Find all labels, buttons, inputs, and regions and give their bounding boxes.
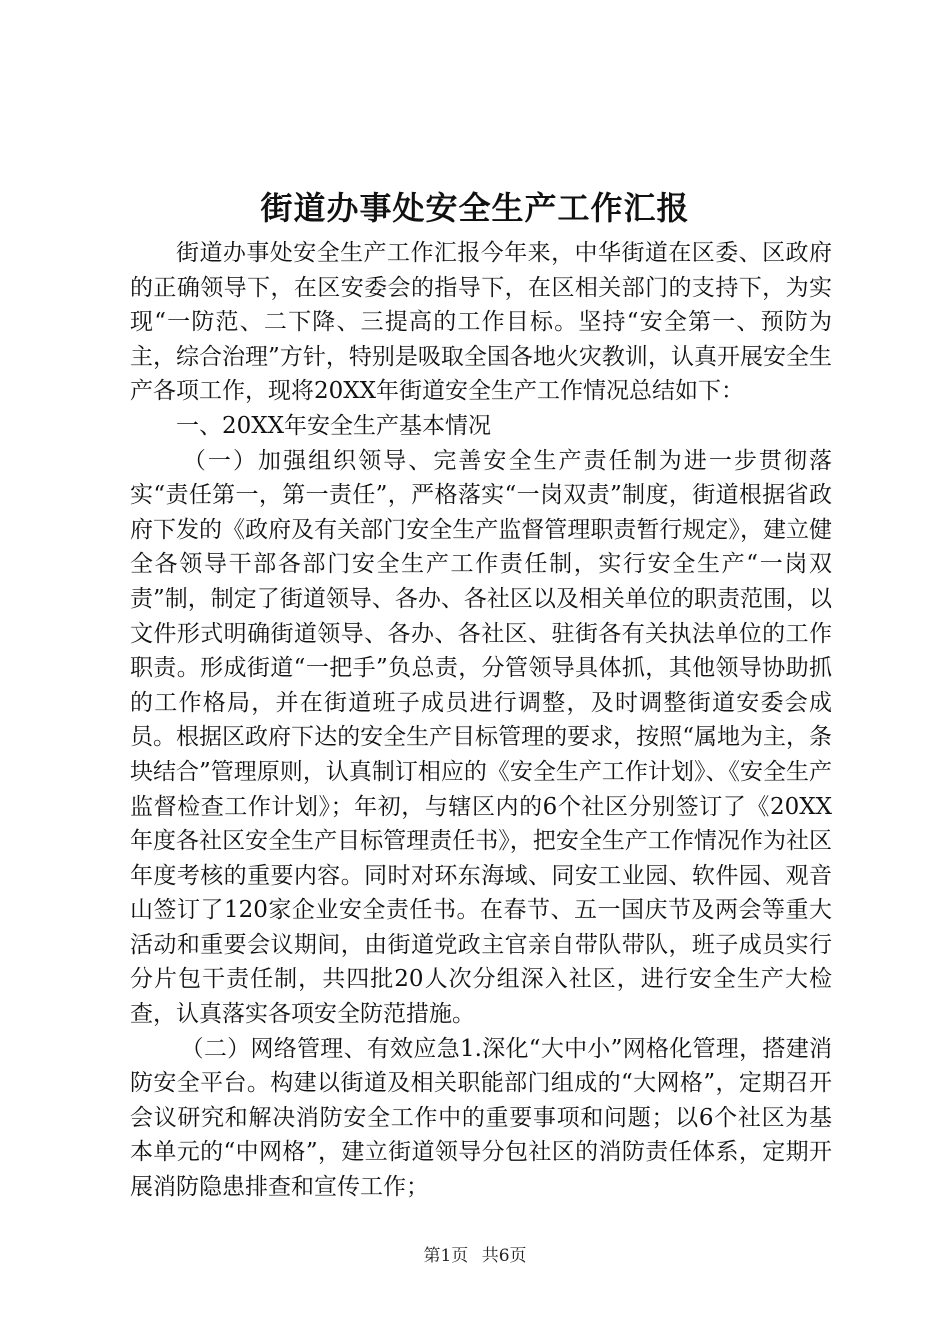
- paragraph-section-1: （一）加强组织领导、完善安全生产责任制为进一步贯彻落实“责任第一，第一责任”，严格落实“一岗双责”制度，街道根据省政府下发的《政府及有关部门安全生产监督管理职责暂行规定》，建立健全各领导干部各部门安全生产工作责任制，实行安全生产“一岗双责”制，制定了街道领导、各办、各社区以及相关单位的职责范围，以文件形式明确街道领导、各办、各社区、驻街各有关执法单位的工作职责。形成街道“一把手”负总责，分管领导具体抓，其他领导协助抓的工作格局，并在街道班子成员进行调整，及时调整街道安委会成员。根据区政府下达的安全生产目标管理的要求，按照“属地为主，条块结合”管理原则，认真制订相应的《安全生产工作计划》、《安全生产监督检查工作计划》；年初，与辖区内的6个社区分别签订了《20XX年度各社区安全生产目标管理责任书》，把安全生产工作情况作为社区年度考核的重要内容。同时对环东海域、同安工业园、软件园、观音山签订了120家企业安全责任书。在春节、五一国庆节及两会等重大活动和重要会议期间，由街道党政主官亲自带队带队，班子成员实行分片包干责任制，共四批20人次分组深入社区，进行安全生产大检查，认真落实各项安全防范措施。: [130, 447, 832, 1028]
- page-footer: [0, 1244, 950, 1268]
- paragraph-section-2: （二）网络管理、有效应急1.深化“大中小”网格化管理，搭建消防安全平台。构建以街道及相关职能部门组成的“大网格”，定期召开会议研究和解决消防安全工作中的重要事项和问题；以6个社区为基本单元的“中网格”，建立街道领导分包社区的消防责任体系，定期开展消防隐患排查和宣传工作；: [130, 1035, 832, 1201]
- section-heading: 一、20XX年安全生产基本情况: [176, 412, 492, 439]
- paragraph-intro: 街道办事处安全生产工作汇报今年来，中华街道在区委、区政府的正确领导下，在区安委会的指导下，在区相关部门的支持下，为实现“一防范、二下降、三提高的工作目标。坚持“安全第一、预防为主，综合治理”方针，特别是吸取全国各地火灾教训，认真开展安全生产各项工作，现将20XX年街道安全生产工作情况总结如下：: [130, 240, 832, 405]
- page-number: 第1页: [423, 1246, 469, 1266]
- document-body: [130, 236, 832, 1205]
- document-title: 街道办事处安全生产工作汇报: [260, 189, 690, 227]
- page-total: 共6页: [481, 1246, 527, 1266]
